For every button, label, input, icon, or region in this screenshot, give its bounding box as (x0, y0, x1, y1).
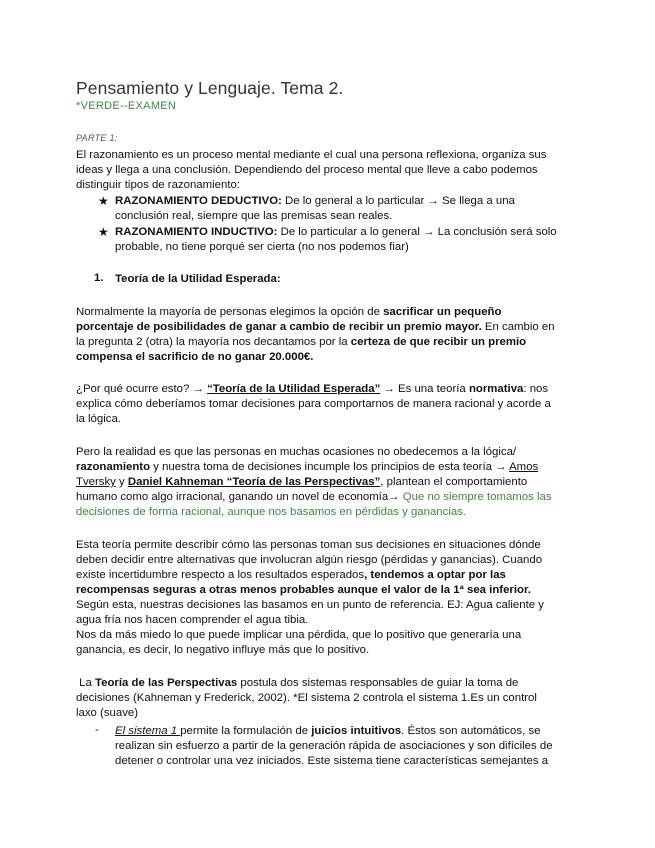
p3-line-1: Pero la realidad es que las personas en muchas ocasiones no obedecemos a la lógica/ (76, 446, 517, 458)
p5-line-2: decisiones (Kahneman y Frederick, 2002). *El sistema 2 controla el sistema 1.Es un control (76, 692, 537, 704)
intro-line-3: distinguir tipos de razonamiento: (76, 179, 240, 191)
p2-line-3: la lógica. (76, 413, 121, 425)
exam-highlight: Que no siempre tomamos las (402, 491, 552, 503)
star-bullet-icon: ★ (98, 225, 109, 239)
p4-line-8: ganancia, es decir, lo negativo influye más que lo positivo. (76, 644, 370, 656)
bullet-deductivo-label: RAZONAMIENTO DEDUCTIVO: (115, 195, 282, 207)
theory-link: “Teoría de la Utilidad Esperada” (207, 383, 381, 395)
text: existe incertidumbre respecto a los resultados esperados (76, 569, 365, 581)
bullet-deductivo-text: De lo general a lo particular → Se llega a una (281, 195, 515, 207)
text-bold: razonamiento (76, 461, 151, 473)
text: la pregunta 2 (otra) la mayoría nos decantamos por la (76, 336, 351, 348)
text: humano como algo irracional, ganando un novel de economía→ (76, 491, 403, 503)
p4-line-6: agua fría nos hacen comprender el agua tibia. (76, 614, 309, 626)
text-bold: , tendemos a optar por las (364, 569, 506, 581)
theory-link: Daniel Kahneman “Teoría de las Perspectivas” (127, 476, 381, 488)
subtitle-note: *VERDE--EXAMEN (76, 100, 177, 112)
text: La (76, 677, 95, 689)
list-line-2: realizan sin esfuerzo a partir de la generación rápida de asociaciones y son difíciles de (115, 740, 553, 752)
page-title: Pensamiento y Lenguaje. Tema 2. (76, 78, 344, 98)
p3-line-5: decisiones de forma racional, aunque nos basamos en pérdidas y ganancias. (76, 506, 467, 518)
bullet-deductivo (115, 194, 515, 209)
text-bold: Teoría de las Perspectivas (95, 677, 238, 689)
p1-line-1 (76, 305, 501, 320)
text: → Es una teoría (380, 383, 469, 395)
p4-line-5: Según esta, nuestras decisiones las basamos en un punto de referencia. EJ: Agua caliente y (76, 599, 544, 611)
list-line-1 (115, 724, 540, 739)
p5-line-1 (76, 676, 518, 691)
author-link: Tversky (76, 476, 116, 488)
text-bold: normativa (468, 383, 524, 395)
p2-line-1 (76, 382, 548, 397)
p4-line-1: Esta teoría permite describir cómo las personas toman sus decisiones en situaciones dónde (76, 539, 541, 551)
p4-line-7: Nos da más miedo lo que puede implicar una pérdida, que lo positivo que generaría una (76, 629, 522, 641)
intro-line-2: ideas y llega a una conclusión. Dependiendo del proceso mental que lleve a cabo podemos (76, 164, 538, 176)
text: y (115, 476, 128, 488)
bullet-deductivo-cont: conclusión real, siempre que las premisas sean reales. (115, 210, 393, 222)
p4-line-3 (76, 568, 506, 583)
section-number: 1. (94, 272, 104, 284)
author-link: Amos (509, 461, 539, 473)
text-bold: juicios intuitivos (311, 725, 402, 737)
text: ¿Por qué ocurre esto? → (76, 383, 208, 395)
bullet-inductivo-cont: probable, no tiene porqué ser cierta (no nos podemos fiar) (115, 241, 409, 253)
text: . Éstos son automáticos, se (401, 725, 541, 737)
p4-line-2: deben decidir entre alternativas que involucran algún riesgo (pérdidas y ganancias). Cuando (76, 554, 543, 566)
text: , plantean el comportamiento (380, 476, 528, 488)
dash-bullet: - (95, 724, 99, 736)
intro-line-1: El razonamiento es un proceso mental mediante el cual una persona reflexiona, organiza sus (76, 149, 547, 161)
text: : nos (523, 383, 549, 395)
p3-line-3 (76, 475, 527, 490)
list-line-3: detener o controlar una vez iniciados. Este sistema tiene características semejantes a (115, 755, 549, 767)
text: Normalmente la mayoría de personas elegimos la opción de (76, 306, 384, 318)
text: y nuestra toma de decisiones incumple los principios de esta teoría → (150, 461, 510, 473)
text-bold: certeza de que recibir un premio (350, 336, 527, 348)
sistema-1-link: El sistema 1 (115, 725, 181, 737)
p2-line-2: explica cómo deberíamos tomar decisiones para comportarnos de manera racional y acorde a (76, 398, 551, 410)
bullet-inductivo (115, 225, 557, 240)
star-bullet-icon: ★ (98, 194, 109, 208)
p3-line-4 (76, 490, 552, 505)
text: permite la formulación de (180, 725, 312, 737)
section-heading: Teoría de la Utilidad Esperada: (115, 273, 281, 285)
text: postula dos sistemas responsables de guiar la toma de (237, 677, 519, 689)
p1-line-3 (76, 335, 526, 350)
text-bold: sacrificar un pequeño (383, 306, 502, 318)
p3-line-2 (76, 460, 538, 475)
p1-line-2 (76, 320, 555, 335)
text-bold: porcentaje de posibilidades de ganar a cambio de recibir un premio mayor. (76, 321, 482, 333)
part-label: PARTE 1: (76, 133, 118, 143)
p1-line-4: compensa el sacrificio de no ganar 20.000€. (76, 351, 314, 363)
text: En cambio en (481, 321, 555, 333)
bullet-inductivo-label: RAZONAMIENTO INDUCTIVO: (115, 226, 278, 238)
bullet-inductivo-text: De lo particular a lo general → La conclusión será solo (277, 226, 557, 238)
p4-line-4: recompensas seguras a otras menos probables aunque el valor de la 1ª sea inferior. (76, 584, 531, 596)
p5-line-3: laxo (suave) (76, 707, 139, 719)
